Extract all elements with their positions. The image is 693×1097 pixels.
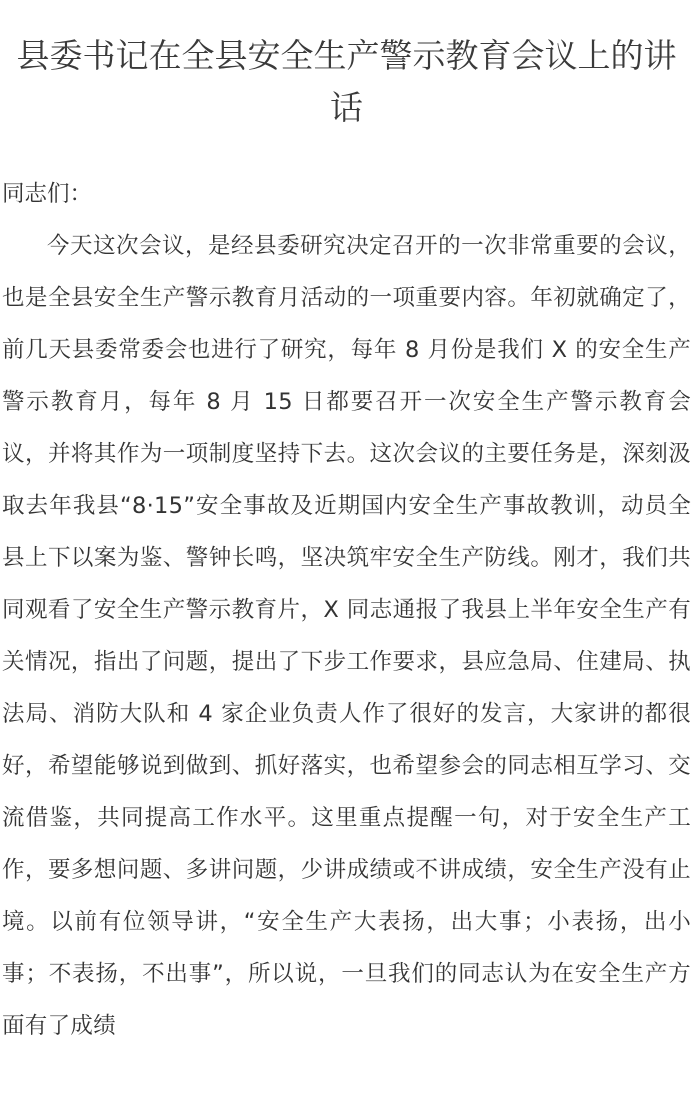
paragraph: 今天这次会议，是经县委研究决定召开的一次非常重要的会议，也是全县安全生产警示教育月活动的一项重要内容。年初就确定了，前几天县委常委会也进行了研究，每年 8 月份是我们 X 的安全生产警示教育月，每年 8 月 15 日都要召开一次安全生产警示教育会议，并将其作为一项制度坚持下去。这次会议的主要任务是，深刻汲取去年我县“8·15”安全事故及近期国内安全生产事故教训，动员全县上下以案为鉴、警钟长鸣，坚决筑牢安全生产防线。刚才，我们共同观看了安全生产警示教育片，X 同志通报了我县上半年安全生产有关情况，指出了问题，提出了下步工作要求，县应急局、住建局、执法局、消防大队和 4 家企业负责人作了很好的发言，大家讲的都很好，希望能够说到做到、抓好落实，也希望参会的同志相互学习、交流借鉴，共同提高工作水平。这里重点提醒一句，对于安全生产工作，要多想问题、多讲问题，少讲成绩或不讲成绩，安全生产没有止境。以前有位领导讲，“安全生产大表扬，出大事；小表扬，出小事；不表扬，不出事”，所以说，一旦我们的同志认为在安全生产方面有了成绩 <box>2 233 691 1039</box>
document-body <box>0 168 693 1052</box>
document-title: 县委书记在全县安全生产警示教育会议上的讲话 <box>16 36 677 127</box>
salutation: 同志们： <box>2 181 93 207</box>
